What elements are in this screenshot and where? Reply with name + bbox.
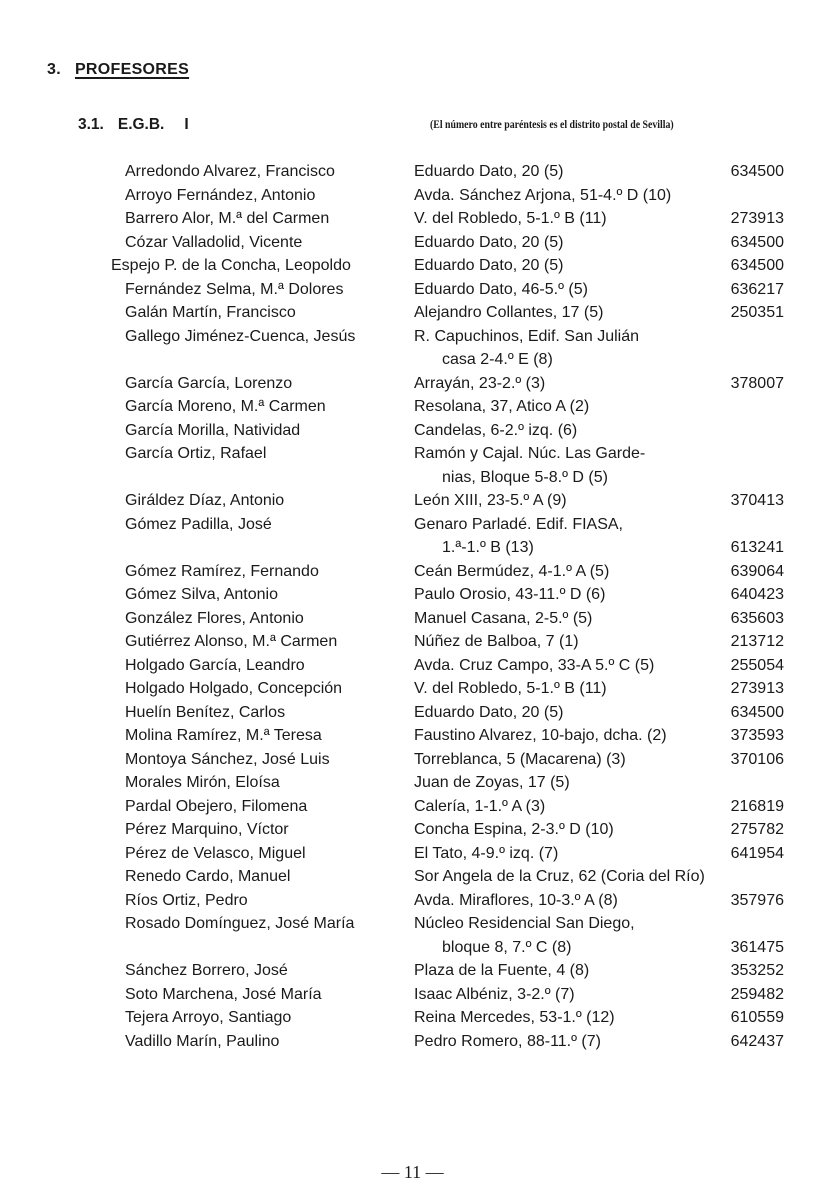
teacher-name: Gutiérrez Alonso, M.ª Carmen xyxy=(125,633,338,650)
teacher-address: Paulo Orosio, 43-11.º D (6) xyxy=(414,586,606,603)
teacher-name: González Flores, Antonio xyxy=(125,609,304,627)
directory-row xyxy=(0,1030,825,1054)
teacher-phone: 373593 xyxy=(730,727,784,744)
directory-row xyxy=(0,677,825,701)
directory-row xyxy=(0,536,825,560)
section-number: 3. xyxy=(47,61,61,78)
directory-row xyxy=(0,419,825,443)
teacher-address: R. Capuchinos, Edif. San Julián xyxy=(414,327,640,345)
teacher-phone: 639064 xyxy=(730,562,784,580)
teacher-address: Eduardo Dato, 20 (5) xyxy=(414,703,564,721)
directory-row xyxy=(0,207,825,231)
teacher-name: García Morilla, Natividad xyxy=(125,421,301,439)
directory-row xyxy=(0,325,825,349)
teacher-name: Ríos Ortiz, Pedro xyxy=(125,891,248,909)
directory-row xyxy=(0,724,825,748)
teacher-phone: 361475 xyxy=(730,938,784,956)
directory-row xyxy=(0,231,825,255)
directory-row xyxy=(0,983,825,1007)
teacher-name: Galán Martín, Francisco xyxy=(125,304,296,321)
teacher-address: Pedro Romero, 88-11.º (7) xyxy=(414,1032,601,1050)
teacher-phone: 370413 xyxy=(730,492,784,509)
teacher-address: Eduardo Dato, 46-5.º (5) xyxy=(414,280,588,298)
teacher-name: Barrero Alor, M.ª del Carmen xyxy=(125,210,330,227)
teacher-name: García Ortiz, Rafael xyxy=(125,445,267,462)
teacher-address: Candelas, 6-2.º izq. (6) xyxy=(414,421,578,439)
section-title: PROFESORES xyxy=(74,61,190,78)
teacher-phone: 353252 xyxy=(730,962,784,979)
teacher-name: Gómez Padilla, José xyxy=(125,515,272,533)
teacher-name: Arredondo Alvarez, Francisco xyxy=(125,163,335,180)
teacher-phone: 634500 xyxy=(730,233,784,251)
teacher-phone: 255054 xyxy=(730,656,784,674)
directory-row xyxy=(0,936,825,960)
directory-row xyxy=(0,889,825,913)
teacher-address: Núñez de Balboa, 7 (1) xyxy=(414,633,579,650)
directory-row xyxy=(0,818,825,842)
directory-row xyxy=(0,701,825,725)
directory-row xyxy=(0,748,825,772)
teacher-address: V. del Robledo, 5-1.º B (11) xyxy=(414,210,607,227)
directory-row xyxy=(0,184,825,208)
teacher-phone: 610559 xyxy=(730,1009,784,1026)
teacher-address: Ramón y Cajal. Núc. Las Garde- xyxy=(414,445,646,462)
teacher-address: Eduardo Dato, 20 (5) xyxy=(414,257,564,274)
teacher-address: Concha Espina, 2-3.º D (10) xyxy=(414,821,614,838)
teacher-phone: 636217 xyxy=(730,280,784,298)
subsection-number: 3.1. xyxy=(78,116,104,133)
teacher-phone: 357976 xyxy=(730,891,784,909)
teacher-name: Gómez Silva, Antonio xyxy=(125,586,278,603)
directory-row xyxy=(0,395,825,419)
teacher-phone: 378007 xyxy=(730,374,784,392)
teacher-address: León XIII, 23-5.º A (9) xyxy=(414,492,567,509)
teacher-name: Morales Mirón, Eloísa xyxy=(125,774,280,791)
teacher-phone: 275782 xyxy=(730,821,784,838)
directory-row xyxy=(0,348,825,372)
teacher-phone: 273913 xyxy=(730,680,784,697)
teacher-address: Sor Angela de la Cruz, 62 (Coria del Río) xyxy=(414,868,705,885)
teacher-address: Avda. Miraflores, 10-3.º A (8) xyxy=(414,891,618,909)
teacher-name: García García, Lorenzo xyxy=(125,374,293,392)
teacher-phone: 250351 xyxy=(730,304,784,321)
teacher-address: Juan de Zoyas, 17 (5) xyxy=(414,774,570,791)
teacher-name: Cózar Valladolid, Vicente xyxy=(125,233,303,251)
directory-row xyxy=(0,560,825,584)
teacher-phone: 213712 xyxy=(730,633,784,650)
directory-row xyxy=(0,254,825,278)
teacher-phone: 370106 xyxy=(730,750,784,768)
teacher-name: Espejo P. de la Concha, Leopoldo xyxy=(111,257,351,274)
teacher-name: Soto Marchena, José María xyxy=(125,985,322,1003)
teacher-address: nias, Bloque 5-8.º D (5) xyxy=(442,468,608,486)
teacher-name: Renedo Cardo, Manuel xyxy=(125,868,291,885)
teacher-phone: 634500 xyxy=(730,257,784,274)
subsection-heading xyxy=(78,116,189,134)
teacher-name: Holgado García, Leandro xyxy=(125,656,305,674)
teacher-name: Sánchez Borrero, José xyxy=(125,962,288,979)
directory-row xyxy=(0,959,825,983)
teacher-address: 1.ª-1.º B (13) xyxy=(442,539,534,556)
directory-row xyxy=(0,442,825,466)
directory-row xyxy=(0,160,825,184)
teacher-name: Gallego Jiménez-Cuenca, Jesús xyxy=(125,327,356,345)
teacher-address: Avda. Cruz Campo, 33-A 5.º C (5) xyxy=(414,656,655,674)
teacher-phone: 259482 xyxy=(730,985,784,1003)
directory-row xyxy=(0,278,825,302)
teacher-name: Fernández Selma, M.ª Dolores xyxy=(125,280,344,298)
subsection-title: E.G.B. xyxy=(117,116,165,133)
teacher-address: bloque 8, 7.º C (8) xyxy=(442,938,572,956)
directory-row xyxy=(0,489,825,513)
teacher-name: Pérez de Velasco, Miguel xyxy=(125,844,306,862)
teacher-address: Faustino Alvarez, 10-bajo, dcha. (2) xyxy=(414,727,667,744)
teacher-phone: 642437 xyxy=(730,1032,784,1050)
directory-row xyxy=(0,372,825,396)
teacher-name: Holgado Holgado, Concepción xyxy=(125,680,343,697)
directory-row xyxy=(0,842,825,866)
teacher-name: Rosado Domínguez, José María xyxy=(125,915,355,932)
teacher-address: Torreblanca, 5 (Macarena) (3) xyxy=(414,750,626,768)
teacher-address: Arrayán, 23-2.º (3) xyxy=(414,374,546,392)
teacher-name: Tejera Arroyo, Santiago xyxy=(125,1009,292,1026)
postal-district-note: (El número entre paréntesis es el distrito postal de Sevilla) xyxy=(430,117,674,131)
directory-row xyxy=(0,630,825,654)
teacher-phone: 216819 xyxy=(730,797,784,815)
teacher-address: Genaro Parladé. Edif. FIASA, xyxy=(414,515,623,533)
directory-row xyxy=(0,583,825,607)
teacher-phone: 634500 xyxy=(730,703,784,721)
teacher-address: Ceán Bermúdez, 4-1.º A (5) xyxy=(414,562,610,580)
teacher-address: V. del Robledo, 5-1.º B (11) xyxy=(414,680,607,697)
directory-row xyxy=(0,912,825,936)
teacher-address: Isaac Albéniz, 3-2.º (7) xyxy=(414,985,575,1003)
directory-row xyxy=(0,771,825,795)
directory-row xyxy=(0,865,825,889)
teacher-address: Alejandro Collantes, 17 (5) xyxy=(414,304,604,321)
teacher-address: Eduardo Dato, 20 (5) xyxy=(414,233,564,251)
teacher-address: Resolana, 37, Atico A (2) xyxy=(414,398,590,415)
directory-row xyxy=(0,513,825,537)
directory-row xyxy=(0,654,825,678)
teacher-address: casa 2-4.º E (8) xyxy=(442,351,553,368)
page-number: — 11 — xyxy=(381,1162,444,1182)
teacher-phone: 613241 xyxy=(730,539,784,556)
teacher-name: Vadillo Marín, Paulino xyxy=(125,1032,280,1050)
teacher-name: Montoya Sánchez, José Luis xyxy=(125,750,330,768)
teacher-phone: 640423 xyxy=(730,586,784,603)
directory-row xyxy=(0,1006,825,1030)
teacher-address: Plaza de la Fuente, 4 (8) xyxy=(414,962,590,979)
directory-row xyxy=(0,301,825,325)
teacher-name: Giráldez Díaz, Antonio xyxy=(125,492,285,509)
directory-row xyxy=(0,466,825,490)
teacher-name: Pérez Marquino, Víctor xyxy=(125,821,289,838)
teacher-address: Núcleo Residencial San Diego, xyxy=(414,915,635,932)
teacher-name: Arroyo Fernández, Antonio xyxy=(125,186,316,204)
teacher-address: Avda. Sánchez Arjona, 51-4.º D (10) xyxy=(414,186,672,204)
directory-row xyxy=(0,795,825,819)
teacher-directory xyxy=(0,160,825,1053)
teacher-phone: 634500 xyxy=(730,163,784,180)
teacher-name: Huelín Benítez, Carlos xyxy=(125,703,286,721)
subsection-mark: I xyxy=(184,116,189,133)
teacher-phone: 635603 xyxy=(730,609,784,627)
directory-row xyxy=(0,607,825,631)
teacher-address: Manuel Casana, 2-5.º (5) xyxy=(414,609,593,627)
teacher-name: Molina Ramírez, M.ª Teresa xyxy=(125,727,322,744)
section-heading xyxy=(47,61,189,79)
teacher-name: Pardal Obejero, Filomena xyxy=(125,797,308,815)
teacher-phone: 641954 xyxy=(730,844,784,862)
teacher-address: Reina Mercedes, 53-1.º (12) xyxy=(414,1009,615,1026)
teacher-name: Gómez Ramírez, Fernando xyxy=(125,562,319,580)
teacher-phone: 273913 xyxy=(730,210,784,227)
teacher-address: Calería, 1-1.º A (3) xyxy=(414,797,546,815)
teacher-address: El Tato, 4-9.º izq. (7) xyxy=(414,844,559,862)
teacher-name: García Moreno, M.ª Carmen xyxy=(125,398,326,415)
teacher-address: Eduardo Dato, 20 (5) xyxy=(414,163,564,180)
